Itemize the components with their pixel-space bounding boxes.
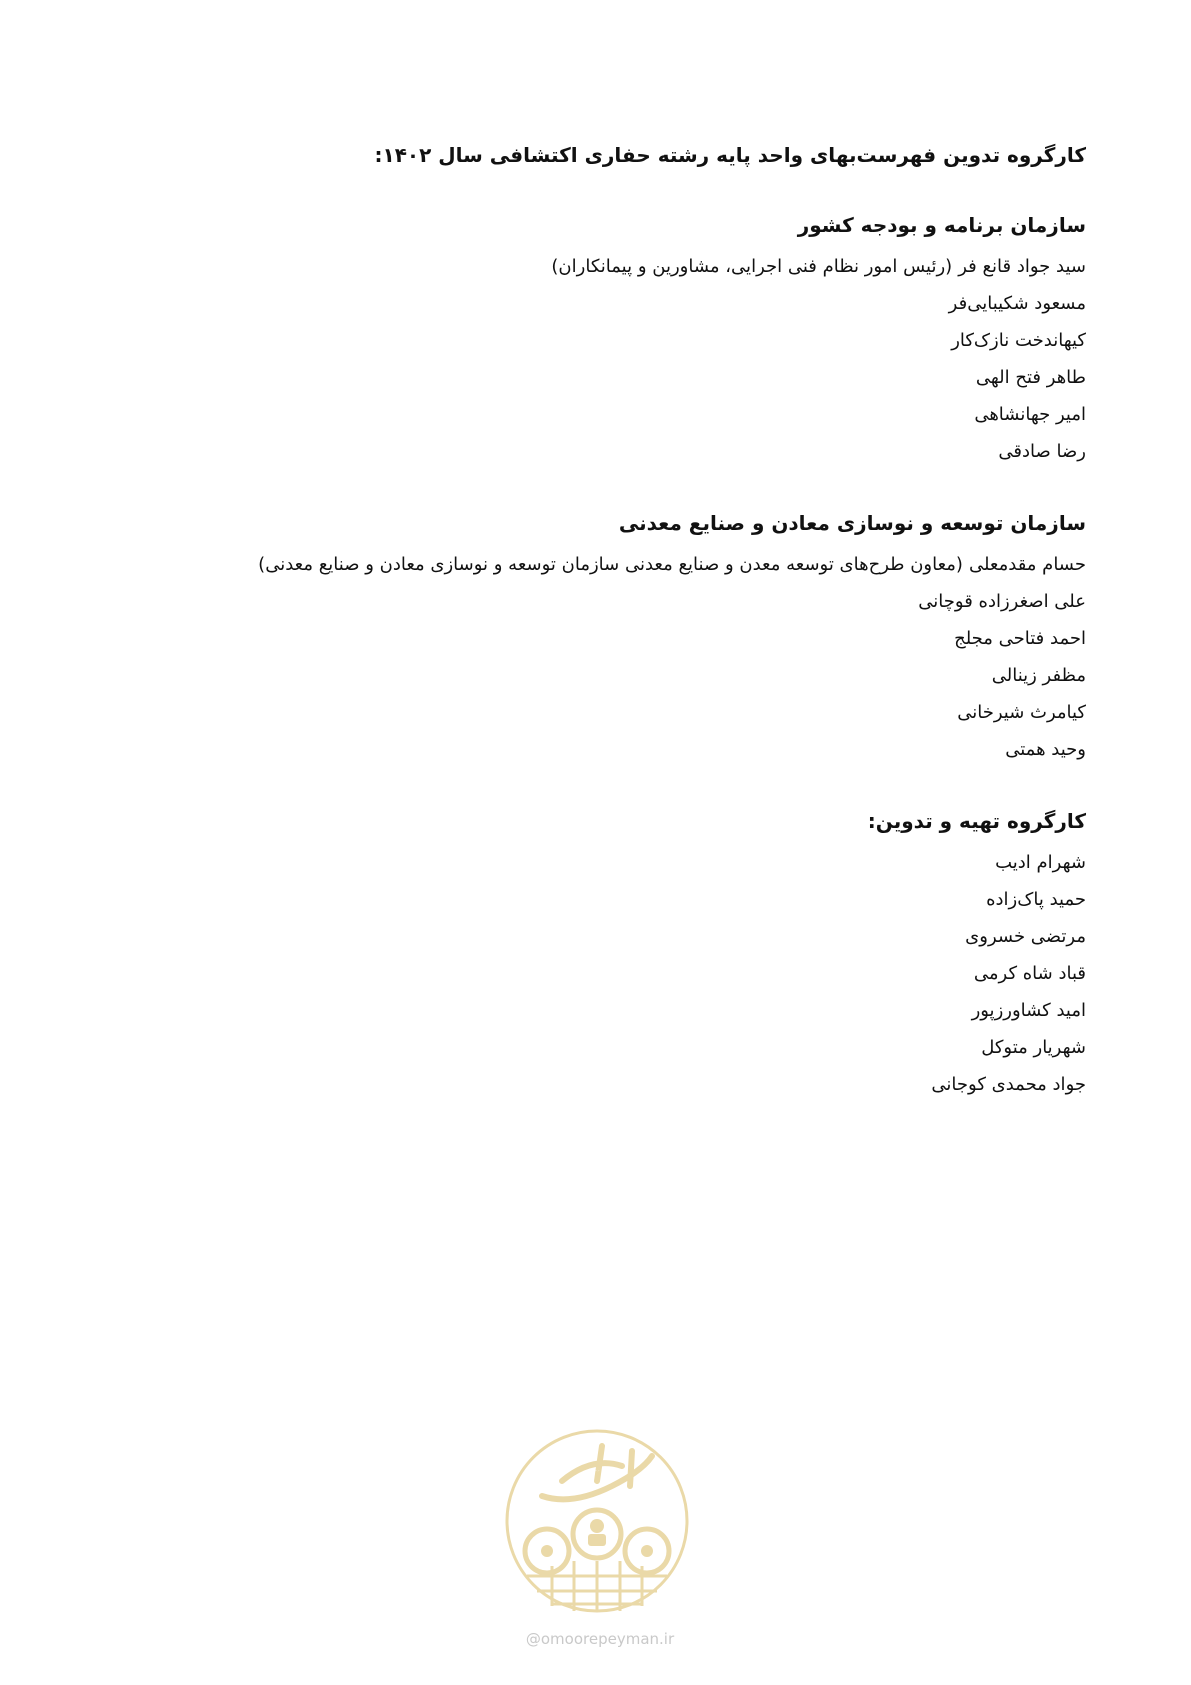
member-item bbox=[146, 992, 1086, 1029]
member-name: کیامرث شیرخانی bbox=[957, 702, 1086, 723]
member-role: (معاون طرح‌های توسعه معدن و صنایع معدنی سازمان توسعه و نوسازی معادن و صنایع معدنی) bbox=[258, 554, 963, 575]
member-name: شهریار متوکل bbox=[981, 1037, 1086, 1058]
section-mining-development-org bbox=[146, 506, 1086, 768]
member-name: سید جواد قانع فر bbox=[958, 256, 1086, 277]
member-item bbox=[146, 620, 1086, 657]
member-name: امیر جهانشاهی bbox=[974, 404, 1086, 425]
logo-text: امور پیمان bbox=[594, 1471, 600, 1472]
member-name: طاهر فتح الهی bbox=[975, 367, 1086, 388]
omoore-peyman-logo-icon bbox=[502, 1426, 692, 1616]
member-name: مظفر زینالی bbox=[991, 665, 1086, 686]
member-item bbox=[146, 918, 1086, 955]
member-name: امید کشاورزپور bbox=[971, 1000, 1086, 1021]
member-item bbox=[146, 844, 1086, 881]
section-heading: کارگروه تهیه و تدوین: bbox=[867, 809, 1086, 833]
member-item bbox=[146, 546, 1086, 583]
section-heading: سازمان توسعه و نوسازی معادن و صنایع معدنی bbox=[618, 511, 1086, 535]
member-item bbox=[146, 359, 1086, 396]
member-item bbox=[146, 881, 1086, 918]
section-heading: سازمان برنامه و بودجه کشور bbox=[797, 213, 1086, 237]
member-name: مسعود شکیبایی‌فر bbox=[948, 293, 1086, 314]
member-name: حسام مقدمعلی bbox=[968, 554, 1086, 575]
member-name: وحید همتی bbox=[1005, 739, 1086, 760]
member-item bbox=[146, 583, 1086, 620]
document-content bbox=[146, 138, 1086, 1139]
member-name: رضا صادقی bbox=[998, 441, 1086, 462]
member-role: (رئیس امور نظام فنی اجرایی، مشاورین و پیمانکاران) bbox=[551, 256, 953, 277]
member-item bbox=[146, 731, 1086, 768]
member-name: قباد شاه کرمی bbox=[973, 963, 1086, 984]
section-plan-budget-org bbox=[146, 208, 1086, 470]
member-item bbox=[146, 955, 1086, 992]
member-item bbox=[146, 1066, 1086, 1103]
watermark-url: @omoorepeyman.ir bbox=[525, 1630, 675, 1648]
member-item bbox=[146, 694, 1086, 731]
section-preparation-working-group bbox=[146, 804, 1086, 1103]
member-item bbox=[146, 657, 1086, 694]
member-name: مرتضی خسروی bbox=[965, 926, 1086, 947]
member-item bbox=[146, 1029, 1086, 1066]
member-item bbox=[146, 322, 1086, 359]
member-name: کیهاندخت نازک‌کار bbox=[951, 330, 1086, 351]
member-item bbox=[146, 285, 1086, 322]
member-item bbox=[146, 248, 1086, 285]
member-name: حمید پاک‌زاده bbox=[986, 889, 1086, 910]
member-name: شهرام ادیب bbox=[995, 852, 1086, 873]
member-item bbox=[146, 396, 1086, 433]
member-item bbox=[146, 433, 1086, 470]
member-name: علی اصغرزاده قوچانی bbox=[918, 591, 1086, 612]
document-title: کارگروه تدوین فهرست‌بهای واحد پایه رشته حفاری اکتشافی سال ۱۴۰۲: bbox=[374, 143, 1086, 167]
member-name: جواد محمدی کوجانی bbox=[931, 1074, 1086, 1095]
member-name: احمد فتاحی مجلج bbox=[954, 628, 1086, 649]
